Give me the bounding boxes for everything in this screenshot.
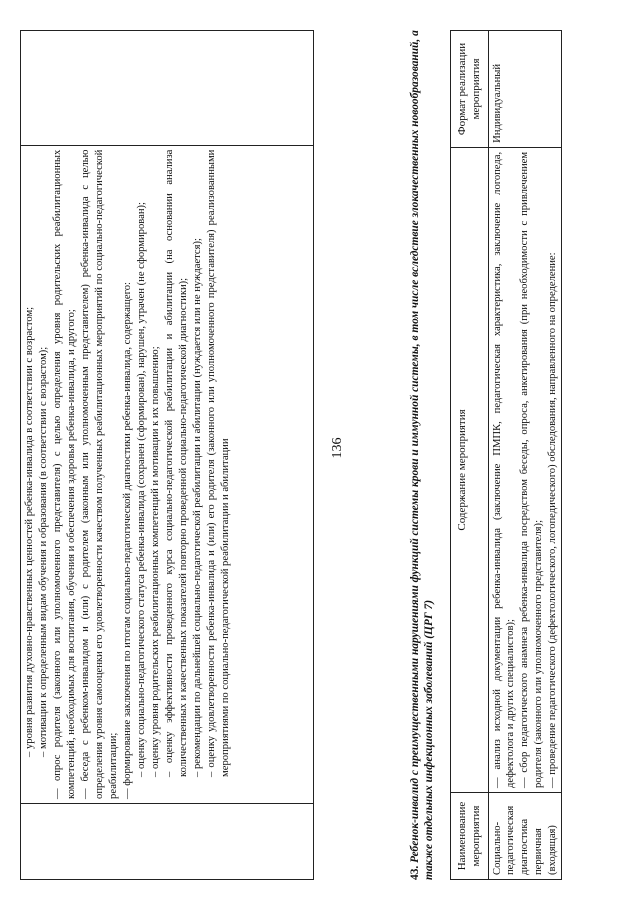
page-number: 136 bbox=[330, 437, 345, 459]
list-item: – рекомендации по дальнейшей социально-педагогической реабилитации и абилитации (нуждается или не нуждается); bbox=[191, 238, 203, 777]
list-item: – оценку уровня родительских реабилитационных компетенций и мотивации к их повышению; bbox=[149, 346, 161, 777]
list-item: – оценку эффективности проведенного курса социально-педагогической реабилитации и абилитации (на основании анализа количественных и качественных показателей повторно проведенной социально-педагогической диагностики); bbox=[163, 149, 189, 777]
rotated-content bbox=[20, 20, 620, 880]
continuation-table bbox=[20, 30, 314, 880]
section-title: Ребенок-инвалид с преимущественными нарушениями функций системы крови и иммунной системы, в том числе вследствие злокачественных новообразований, а также отдельных инфекционных заболеваний (ЦРГ 7) bbox=[409, 30, 436, 880]
table-row bbox=[21, 31, 314, 880]
list-item: – оценку удовлетворенности ребенка-инвалида и (или) его родителя (законного или уполномоченного представителя) реализованными мероприятиями по социально-педагогической реабилитации и абилитации bbox=[205, 149, 231, 777]
list-item: – мотивации к определенным видам обучения и образования (в соответствии с возрастом); bbox=[37, 346, 49, 757]
list-item: — беседа с ребенком-инвалидом и (или) с родителем (законным или уполномоченным представителем) ребенка-инвалида с целью определения уровня самооценки его удовлетворенности качеством полученных реабилитационных мероприятий по социально-педагогической реабилитации; bbox=[79, 149, 119, 799]
list-item: — формирование заключения по итогам социально-педагогической диагностики ребенка-инвалида, содержащего: bbox=[121, 282, 133, 799]
section-number: 43. bbox=[409, 865, 421, 880]
table-cell-empty bbox=[21, 31, 314, 146]
list-item: – уровня развития духовно-нравственных ценностей ребенка-инвалида в соответствии с возрастом; bbox=[24, 306, 35, 757]
list-item: — сбор педагогического анамнеза ребенка-инвалида посредством беседы, опроса, анкетирования (при необходимости с привлечением родителя (законного или уполномоченного представителя); bbox=[519, 151, 544, 789]
column-header-content: Содержание мероприятия bbox=[451, 147, 489, 792]
activity-format: Индивидуальный bbox=[488, 31, 562, 148]
activities-table bbox=[450, 30, 562, 880]
table-cell-empty bbox=[21, 803, 314, 879]
list-item: – оценку социально-педагогического статуса ребенка-инвалида (сохранен (сформирован), нарушен, утрачен (не сформирован); bbox=[135, 202, 147, 777]
list-item: — анализ исходной документации ребенка-инвалида (заключение ПМПК, педагогическая характеристика, заключение логопеда, дефектолога и других специалистов); bbox=[491, 151, 517, 789]
table-row bbox=[488, 31, 562, 880]
list-item: — опрос родителя (законного или уполномоченного представителя) с целью определения уровня родительских реабилитационных компетенций, необходимых для воспитания, обучения и обеспечения здоровья ребенка-инвалида, и другого; bbox=[51, 149, 77, 799]
table-cell-content bbox=[21, 145, 314, 803]
section-heading bbox=[408, 30, 437, 880]
table-header-row bbox=[451, 31, 489, 880]
list-item: — проведение педагогического (дефектологического, логопедического) обследования, направленного на определение: bbox=[546, 252, 558, 789]
activity-name: Социально-педагогическая диагностика первичная (входящая) bbox=[488, 793, 562, 880]
column-header-format: Формат реализации мероприятия bbox=[451, 31, 489, 148]
column-header-name: Наименование мероприятия bbox=[451, 793, 489, 880]
activity-content bbox=[488, 147, 562, 792]
